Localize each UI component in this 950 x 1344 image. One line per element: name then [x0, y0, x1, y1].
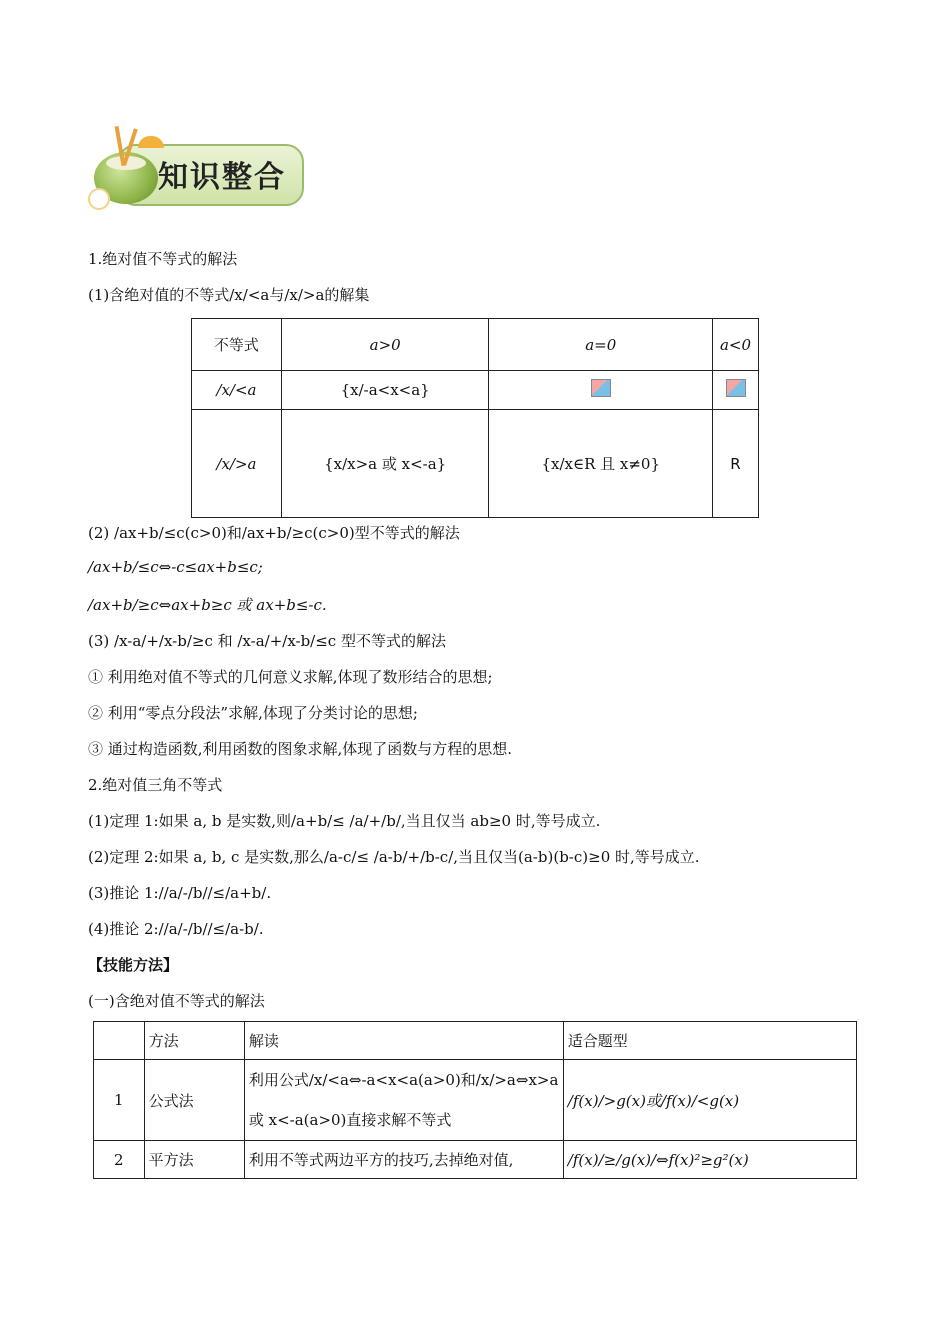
table-cell: 公式法 [144, 1060, 244, 1141]
method-1: ① 利用绝对值不等式的几何意义求解,体现了数形结合的思想; [88, 668, 493, 686]
table-cell: /x/>a [192, 410, 282, 518]
flower-icon [88, 188, 110, 210]
table-cell: {x/x>a 或 x<-a} [281, 410, 489, 518]
table-cell: 利用不等式两边平方的技巧,去掉绝对值, [244, 1141, 563, 1179]
heading-2: 2.绝对值三角不等式 [88, 776, 223, 794]
table-header: 解读 [244, 1022, 563, 1060]
banner-title: 知识整合 [158, 160, 286, 195]
subheading-2: (2) /ax+b/≤c(c>0)和/ax+b/≥c(c>0)型不等式的解法 [88, 524, 460, 542]
table-cell: 2 [94, 1141, 145, 1179]
corollary-1: (3)推论 1://a/-/b//≤/a+b/. [88, 884, 272, 902]
table-cell: {x/x∈R 且 x≠0} [489, 410, 713, 518]
solution-set-table [191, 318, 759, 518]
table-cell: /f(x)/>g(x)或/f(x)/<g(x) [563, 1060, 856, 1141]
heading-1: 1.绝对值不等式的解法 [88, 250, 238, 268]
theorem-1: (1)定理 1:如果 a, b 是实数,则/a+b/≤ /a/+/b/,当且仅当 ab≥0 时,等号成立. [88, 812, 601, 830]
table-cell: {x/-a<x<a} [281, 371, 489, 410]
subheading-3: (3) /x-a/+/x-b/≥c 和 /x-a/+/x-b/≤c 型不等式的解法 [88, 632, 446, 650]
table-cell: /x/<a [192, 371, 282, 410]
method-2: ② 利用“零点分段法”求解,体现了分类讨论的思想; [88, 704, 418, 722]
table-cell [489, 371, 713, 410]
table-header: 不等式 [192, 319, 282, 371]
table-cell [713, 371, 759, 410]
method-3: ③ 通过构造函数,利用函数的图象求解,体现了函数与方程的思想. [88, 740, 513, 758]
skills-heading: 【技能方法】 [88, 956, 179, 974]
table-cell: 1 [94, 1060, 145, 1141]
equation-2: /ax+b/≥c⇔ax+b≥c 或 ax+b≤-c. [88, 596, 327, 614]
table-header: 适合题型 [563, 1022, 856, 1060]
table-cell: 平方法 [144, 1141, 244, 1179]
corollary-2: (4)推论 2://a/-/b//≤/a-b/. [88, 920, 264, 938]
skills-subheading: (一)含绝对值不等式的解法 [88, 992, 265, 1010]
methods-table [93, 1021, 857, 1179]
broken-image-icon [591, 379, 611, 397]
broken-image-icon [726, 379, 746, 397]
table-cell: /f(x)/≥/g(x)/⇔f(x)²≥g²(x) [563, 1141, 856, 1179]
umbrella-icon [138, 136, 164, 148]
table-cell [244, 1060, 563, 1141]
table-header: 方法 [144, 1022, 244, 1060]
subheading-1: (1)含绝对值的不等式/x/<a与/x/>a的解集 [88, 286, 370, 304]
theorem-2: (2)定理 2:如果 a, b, c 是实数,那么/a-c/≤ /a-b/+/b-c/,当且仅当(a-b)(b-c)≥0 时,等号成立. [88, 848, 700, 866]
equation-1: /ax+b/≤c⇔-c≤ax+b≤c; [88, 558, 263, 576]
desc-line: 或 x<-a(a>0)直接求解不等式 [248, 1111, 452, 1129]
table-header: a>0 [281, 319, 489, 371]
table-cell: R [713, 410, 759, 518]
table-header: a=0 [489, 319, 713, 371]
table-header: a<0 [713, 319, 759, 371]
section-banner [88, 126, 302, 208]
table-header [94, 1022, 145, 1060]
desc-line: 利用公式/x/<a⇔-a<x<a(a>0)和/x/>a⇔x>a [248, 1071, 559, 1089]
